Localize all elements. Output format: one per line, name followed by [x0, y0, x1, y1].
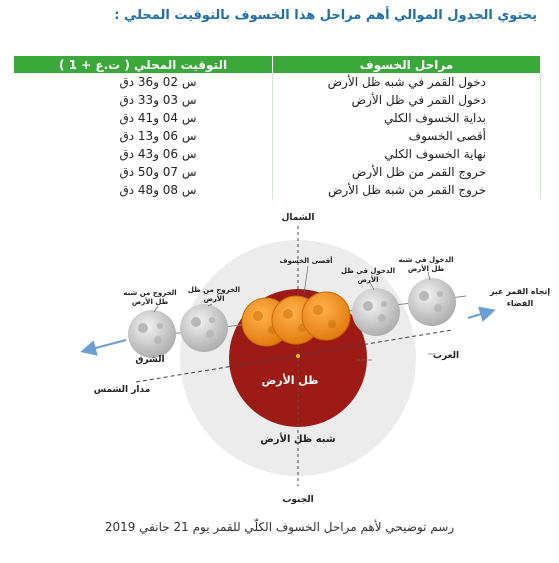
- time-cell: س 07 و50 دق: [14, 163, 273, 181]
- moon-exit-penumbra: [128, 310, 176, 358]
- exit-umbra-label-line1: الخروج من ظل: [187, 286, 241, 294]
- table-row: [14, 73, 541, 91]
- phase-cell: خروج القمر من ظل الأرض: [273, 163, 541, 181]
- table-row: [14, 127, 541, 145]
- table-row: [14, 163, 541, 181]
- south-label: الجنوب: [282, 495, 314, 505]
- diagram-caption: رسم توضيحي لأهم مراحل الخسوف الكلّي للقمر يوم 21 جانفي 2019: [104, 520, 455, 534]
- time-cell: س 06 و43 دق: [14, 145, 273, 163]
- enter-penumbra-label-line2: ظل الأرض: [407, 265, 445, 273]
- moon-exit-umbra: [180, 304, 228, 352]
- moon-enter-umbra: [352, 288, 400, 336]
- moon-enter-penumbra: [408, 278, 456, 326]
- ecliptic-label: مدار الشمس: [93, 385, 151, 395]
- exit-penumbra-label-line2: ظل الأرض: [131, 298, 169, 306]
- moon-path-label-line2: الفضاء: [506, 299, 534, 308]
- moon-direction-arrow: [468, 312, 488, 318]
- phase-cell: دخول القمر في ظل الأرض: [273, 91, 541, 109]
- intro-text: يحتوي الجدول الموالي أهم مراحل هذا الخسوف بالتوقيت المحلي :: [114, 8, 537, 23]
- phase-cell: نهاية الخسوف الكلي: [273, 145, 541, 163]
- time-cell: س 08 و48 دق: [14, 181, 273, 199]
- phase-column-header: مراحل الخسوف: [273, 56, 541, 73]
- table-row: [14, 91, 541, 109]
- enter-umbra-label-line1: الدخول في ظل: [341, 267, 395, 275]
- shadow-center-dot: [296, 354, 300, 358]
- table-header-row: [14, 56, 541, 73]
- eclipse-diagram: [0, 205, 559, 515]
- penumbra-label: شبه ظل الأرض: [260, 434, 336, 445]
- phase-cell: خروج القمر من شبه ظل الأرض: [273, 181, 541, 199]
- east-label: الشرق: [135, 355, 165, 365]
- enter-penumbra-label-line1: الدخول في شبه: [398, 256, 454, 264]
- phase-cell: أقصى الخسوف: [273, 127, 541, 145]
- moon-totality-end: [302, 292, 350, 340]
- max-eclipse-label: أقصى الخسوف: [279, 257, 333, 265]
- time-cell: س 02 و36 دق: [14, 73, 273, 91]
- time-cell: س 06 و13 دق: [14, 127, 273, 145]
- phase-cell: دخول القمر في شبه ظل الأرض: [273, 73, 541, 91]
- exit-penumbra-label-line1: الخروج من شبه: [123, 289, 177, 297]
- table-row: [14, 181, 541, 199]
- table-row: [14, 109, 541, 127]
- time-cell: س 03 و33 دق: [14, 91, 273, 109]
- eclipse-phases-table: [14, 56, 541, 199]
- umbra-label: ظل الأرض: [261, 374, 319, 387]
- north-label: الشمال: [281, 213, 315, 223]
- table-row: [14, 145, 541, 163]
- enter-umbra-label-line2: الأرض: [357, 276, 379, 284]
- moon-path-label-line1: إتجاه القمر عبر: [489, 287, 551, 296]
- east-arrow: [88, 340, 126, 350]
- exit-umbra-label-line2: الأرض: [203, 295, 225, 303]
- phase-cell: بداية الخسوف الكلي: [273, 109, 541, 127]
- west-label: الغرب: [432, 351, 460, 361]
- time-column-header: التوقيت المحلي ( ت.ع + 1 ): [14, 56, 273, 73]
- time-cell: س 04 و41 دق: [14, 109, 273, 127]
